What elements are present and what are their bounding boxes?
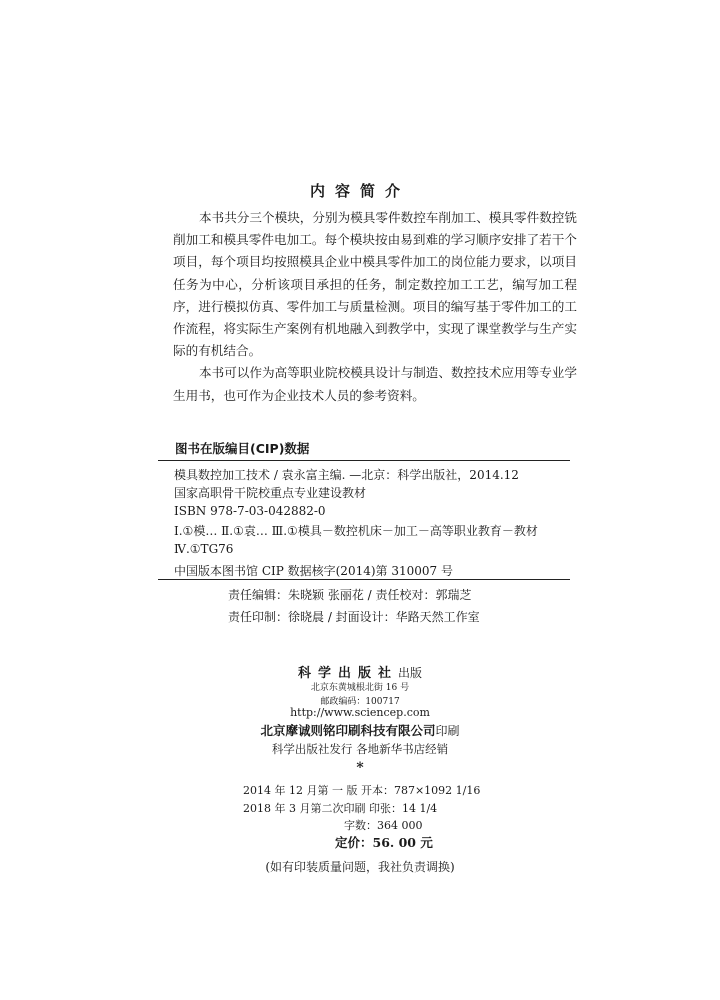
- section-title: 内容简介: [309, 182, 410, 200]
- production-credits: 责任印制：徐晓晨 / 封面设计：华路天然工作室: [228, 610, 480, 624]
- distribution-line: 科学出版社发行 各地新华书店经销: [271, 742, 449, 756]
- cip-isbn-line: ISBN 978-7-03-042882-0: [174, 504, 326, 519]
- printer-name: 北京摩诚则铭印刷科技有限公司: [260, 723, 436, 738]
- printer-suffix: 印刷: [435, 724, 460, 738]
- printing-line: 2018 年 3 月第二次印刷 印张：14 1/4: [243, 802, 438, 815]
- intro-paragraph-2: 本书可以作为高等职业院校模具设计与制造、数控技术应用等专业学生用书，也可作为企业技术人员的参考资料。: [173, 365, 577, 403]
- intro-paragraph-1: 本书共分三个模块，分别为模具零件数控车削加工、模具零件数控铣削加工和模具零件电加工。每个模块按由易到难的学习顺序安排了若干个项目，每个项目均按照模具企业中模具零件加工的岗位能力要求，以项目任务为中心，分析该项目承担的任务，制定数控加工工艺，编写加工程序，进行模拟仿真、零件加工与质量检测。项目的编写基于零件加工的工作流程，将实际生产案例有机地融入到教学中，实现了课堂教学与生产实际的有机结合。: [173, 210, 577, 359]
- publisher-url: http://www.sciencep.com: [290, 706, 430, 719]
- word-count: 字数：364 000: [344, 819, 423, 832]
- cip-bottom-rule: [158, 579, 570, 580]
- intro-text: [173, 207, 577, 407]
- publisher-suffix: 出版: [398, 666, 423, 680]
- cip-series-line: 国家高职骨干院校重点专业建设教材: [174, 486, 367, 501]
- publisher-postcode: 邮政编码：100717: [320, 697, 400, 707]
- publisher-name: 科学出版社: [297, 666, 398, 681]
- cip-classification: [174, 522, 538, 559]
- quality-notice: (如有印装质量问题，我社负责调换): [265, 860, 455, 874]
- publisher-line: [0, 662, 720, 681]
- cip-heading: 图书在版编目(CIP)数据: [175, 441, 310, 456]
- cip-top-rule: [158, 460, 570, 461]
- separator-star: *: [356, 760, 364, 776]
- cip-record-number: 中国版本图书馆 CIP 数据核字(2014)第 310007 号: [174, 564, 453, 578]
- cip-classification-line-1: Ⅰ.①模… Ⅱ.①袁… Ⅲ.①模具－数控机床－加工－高等职业教育－教材: [174, 524, 538, 538]
- price: 定价：56. 00 元: [335, 835, 433, 850]
- edition-line: 2014 年 12 月第 一 版 开本：787×1092 1/16: [243, 784, 481, 797]
- editor-credits: 责任编辑：朱晓颖 张丽花 / 责任校对：郭瑞芝: [228, 588, 472, 602]
- publisher-address: 北京东黄城根北街 16 号: [310, 683, 410, 693]
- printer-line: [0, 721, 720, 739]
- cip-classification-line-2: Ⅳ.①TG76: [174, 542, 234, 557]
- cip-title-line: 模具数控加工技术 / 袁永富主编. —北京：科学出版社，2014.12: [174, 468, 519, 482]
- cip-record: [174, 466, 570, 521]
